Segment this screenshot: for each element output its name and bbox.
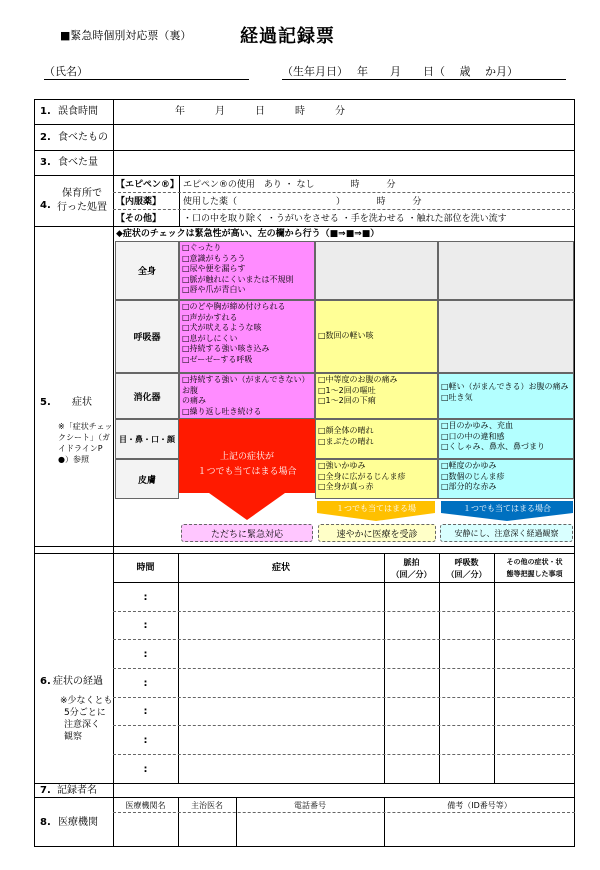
row5-note: ●）参照	[58, 455, 89, 464]
medical-header-institution: 医療機関名	[125, 801, 166, 810]
symptom-checkbox[interactable]: □声がかすれる	[182, 312, 238, 322]
symptom-checkbox[interactable]: □ぐったり	[182, 243, 222, 252]
divider	[113, 754, 575, 755]
row7-number: 7.	[40, 785, 51, 796]
row6-number: 6.	[40, 676, 51, 687]
progress-header-pulse-unit: （回／分）	[391, 570, 432, 579]
epipen-label: 【エピペン®】	[116, 180, 179, 190]
symptom-checkbox[interactable]: □全身が真っ赤	[318, 482, 374, 491]
symptom-checkbox[interactable]: □繰り返し吐き続ける	[182, 406, 262, 416]
emergency-arrow-text-2: １つでも当てはまる場合	[197, 467, 297, 477]
symptom-checkbox[interactable]: □吐き気	[441, 392, 473, 402]
amount-eaten-field[interactable]	[118, 154, 568, 172]
birthdate-field[interactable]: （生年月日） 年 月 日（ 歳 か月）	[282, 66, 566, 80]
row3-label: 食べた量	[58, 157, 98, 168]
row6-note: 観察	[64, 732, 83, 742]
other-treatment-options: ・口の中を取り除く ・うがいをさせる ・手を洗わせる ・触れた部位を洗い流す	[183, 214, 507, 224]
progress-time-field[interactable]: :	[143, 592, 148, 603]
symptom-checkbox[interactable]: □まぶたの晴れ	[318, 436, 374, 446]
row8-label: 医療機関	[58, 817, 98, 828]
medical-header-notes: 備考（ID番号等）	[447, 801, 512, 810]
action-see-doctor: 速やかに医療を受診	[318, 524, 436, 542]
divider	[34, 226, 575, 227]
divider	[113, 192, 575, 193]
row1-label: 誤食時間	[58, 106, 98, 117]
symptom-checkbox[interactable]: □1～2回の嘔吐	[318, 385, 376, 395]
whole-body-mild-empty	[438, 241, 574, 300]
symptom-checkbox[interactable]: □持続する強い咳き込み	[182, 344, 270, 353]
progress-header-pulse: 脈拍	[403, 558, 420, 567]
skin-moderate-symptoms[interactable]	[315, 459, 438, 499]
eyes-moderate-symptoms[interactable]	[315, 419, 438, 459]
symptom-checkbox[interactable]: □軽い（がまんできる）お腹の痛み	[441, 382, 569, 391]
symptom-checkbox[interactable]: □強いかゆみ	[318, 461, 366, 470]
progress-header-other-2: 態等把握した事項	[506, 570, 563, 578]
epipen-usage-field[interactable]: エピペン®の使用 あり ・ なし 時 分	[183, 180, 396, 190]
category-digestive: 消化器	[115, 373, 179, 419]
page-title: 経過記録票	[240, 26, 335, 47]
row4-number: 4.	[40, 200, 51, 211]
category-whole-body: 全身	[115, 241, 179, 300]
divider	[113, 697, 575, 698]
ingestion-time-field[interactable]: 年 月 日 時 分	[175, 106, 345, 117]
divider	[34, 124, 575, 125]
emergency-arrow-text-1: 上記の症状が	[219, 452, 274, 462]
divider	[113, 639, 575, 640]
medical-header-doctor: 主治医名	[191, 801, 223, 810]
symptom-checkbox[interactable]: □中等度のお腹の痛み	[318, 375, 398, 384]
row2-label: 食べたもの	[58, 132, 108, 143]
oral-medicine-label: 【内服薬】	[116, 197, 162, 207]
digestive-moderate-symptoms[interactable]	[315, 373, 438, 419]
whole-body-severe-symptoms[interactable]	[179, 241, 315, 300]
progress-time-field[interactable]: :	[143, 706, 148, 717]
symptom-checkbox[interactable]: □部分的な赤み	[441, 482, 497, 491]
mild-arrow-text: １つでも当てはまる場合	[463, 504, 551, 513]
row8-number: 8.	[40, 817, 51, 828]
divider	[113, 611, 575, 612]
symptom-checkbox[interactable]: □くしゃみ、鼻水、鼻づまり	[441, 442, 546, 451]
divider	[34, 546, 575, 547]
row3-number: 3.	[40, 157, 51, 168]
symptom-checkbox[interactable]: □軽度のかゆみ	[441, 461, 497, 470]
row5-note: イドラインP	[58, 444, 103, 453]
progress-header-symptom: 症状	[271, 563, 290, 573]
action-observe: 安静にし、注意深く経過観察	[440, 524, 573, 542]
row5-note: ※「症状チェッ	[58, 422, 113, 431]
category-skin: 皮膚	[115, 459, 179, 499]
form-subtitle: ■緊急時個別対応票（裏）	[60, 29, 192, 42]
progress-time-field[interactable]: :	[143, 678, 148, 689]
medical-header-phone: 電話番号	[294, 801, 326, 810]
recorder-name-field[interactable]	[118, 785, 568, 796]
divider	[113, 209, 575, 210]
symptom-checkbox[interactable]: □全身に広がるじんま疹	[318, 471, 406, 481]
progress-header-time: 時間	[136, 563, 155, 573]
category-respiratory: 呼吸器	[115, 300, 179, 373]
row4-label-line2: 行った処置	[57, 202, 107, 213]
row1-number: 1.	[40, 106, 51, 117]
symptom-checkbox[interactable]: □犬が吠えるような咳	[182, 323, 262, 332]
progress-header-other: その他の症状・状	[506, 558, 563, 566]
name-field[interactable]: （氏名）	[44, 66, 249, 80]
symptom-check-instruction: ◆症状のチェックは緊急性が高い、左の欄から行う（■⇒■⇒■）	[116, 229, 380, 239]
divider	[34, 175, 575, 176]
divider	[34, 797, 575, 798]
symptom-checkbox[interactable]: □のどや胸が締め付けられる	[182, 302, 286, 311]
symptom-checkbox[interactable]: □数個のじんま疹	[441, 471, 505, 481]
divider	[113, 812, 575, 813]
symptom-checkbox[interactable]: □ゼーゼーする呼吸	[182, 354, 253, 364]
skin-mild-symptoms[interactable]	[438, 459, 574, 499]
eyes-mild-symptoms[interactable]	[438, 419, 574, 459]
row6-note: ※少なくとも	[60, 696, 113, 706]
symptom-checkbox[interactable]: □持続する強い（がまんできない）お腹	[182, 375, 310, 395]
row5-note: クシート」（ガ	[58, 433, 110, 442]
food-eaten-field[interactable]	[118, 129, 568, 147]
row5-label: 症状	[72, 397, 92, 408]
digestive-severe-symptoms[interactable]	[179, 373, 315, 419]
divider	[113, 725, 575, 726]
other-treatment-label: 【その他】	[116, 214, 162, 224]
digestive-mild-symptoms[interactable]	[438, 373, 574, 419]
progress-time-field[interactable]: :	[143, 649, 148, 660]
symptom-checkbox[interactable]: □尿や便を漏らす	[182, 264, 246, 273]
row6-label: 症状の経過	[53, 676, 103, 687]
row6-note: 5分ごとに	[64, 708, 106, 718]
divider	[113, 668, 575, 669]
symptom-checkbox[interactable]: □意識がもうろう	[182, 253, 246, 263]
respiratory-mild-empty	[438, 300, 574, 373]
divider	[34, 783, 575, 784]
symptom-checkbox[interactable]: □1～2回の下痢	[318, 396, 376, 405]
progress-time-field[interactable]: :	[143, 735, 148, 746]
row2-number: 2.	[40, 132, 51, 143]
symptom-checkbox[interactable]: □息がしにくい	[182, 333, 238, 343]
symptom-checkbox[interactable]: □数回の軽い咳	[318, 331, 374, 340]
divider	[34, 150, 575, 151]
oral-medicine-field[interactable]: 使用した薬（ ） 時 分	[183, 197, 422, 207]
symptom-checkbox[interactable]: □顔全体の晴れ	[318, 426, 374, 435]
symptom-checkbox[interactable]: □脈が触れにくいまたは不規則	[182, 274, 294, 284]
symptom-checkbox[interactable]: □口の中の違和感	[441, 431, 505, 441]
progress-time-field[interactable]: :	[143, 764, 148, 775]
moderate-arrow-text: １つでも当てはまる場	[336, 504, 416, 513]
progress-header-respiration-unit: （回／分）	[446, 570, 487, 579]
symptom-checkbox[interactable]: □唇や爪が青白い	[182, 285, 246, 294]
row7-label: 記録者名	[57, 785, 97, 796]
symptom-checkbox[interactable]: □目のかゆみ、充血	[441, 421, 514, 430]
progress-time-field[interactable]: :	[143, 620, 148, 631]
row6-note: 注意深く	[64, 720, 101, 730]
category-eyes-nose-mouth: 目・鼻・口・顔	[115, 419, 179, 459]
whole-body-moderate-empty	[315, 241, 438, 300]
action-emergency: ただちに緊急対応	[181, 524, 313, 542]
row4-label-line1: 保育所で	[62, 188, 102, 199]
row5-number: 5.	[40, 397, 51, 408]
symptom-checkbox-continuation: の痛み	[182, 396, 206, 405]
progress-header-respiration: 呼吸数	[454, 558, 479, 567]
respiratory-moderate-symptoms[interactable]	[315, 300, 438, 373]
divider	[113, 582, 575, 583]
divider	[179, 175, 180, 226]
respiratory-severe-symptoms[interactable]	[179, 300, 315, 373]
